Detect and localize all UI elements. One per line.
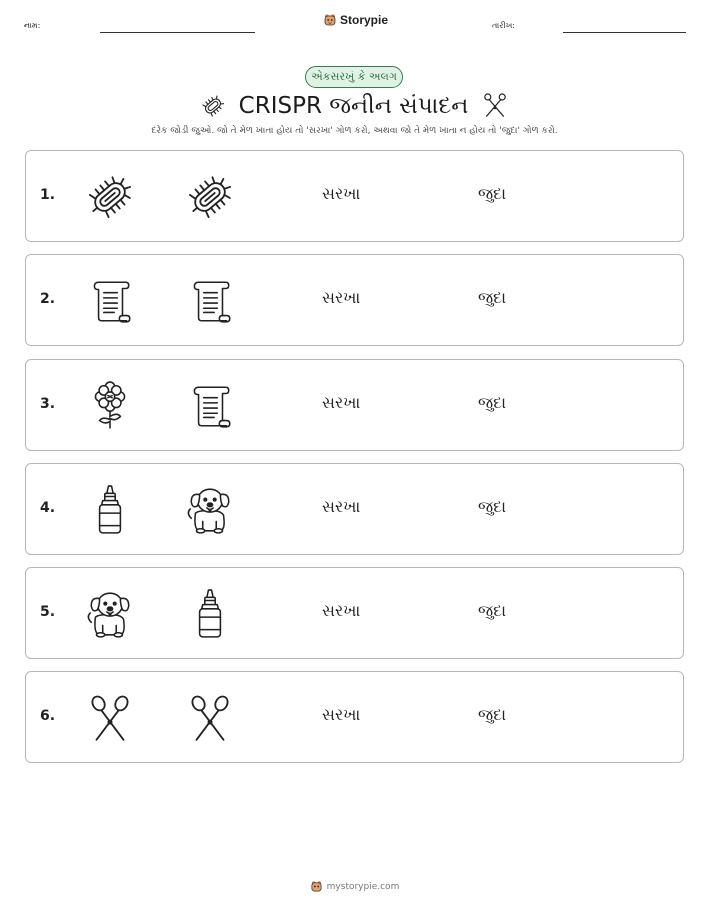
same-option[interactable]: સરખા (322, 705, 361, 724)
bacteria-icon (184, 171, 236, 223)
brand-logo (323, 13, 388, 27)
footer (0, 880, 709, 893)
same-option[interactable]: સરખા (322, 184, 361, 203)
scroll-icon (184, 380, 236, 432)
flower-icon (84, 380, 136, 432)
storypie-mascot-icon (323, 13, 337, 27)
scroll-icon (84, 275, 136, 327)
different-option[interactable]: જુદા (478, 705, 507, 724)
pair-row-6 (25, 671, 684, 763)
row-number: 3. (40, 396, 56, 412)
row-number: 4. (40, 500, 56, 516)
footer-url[interactable]: mystorypie.com (326, 881, 400, 892)
row-number: 5. (40, 604, 56, 620)
storypie-mascot-icon (310, 880, 323, 893)
pair-row-3 (25, 359, 684, 451)
row-number: 1. (40, 187, 56, 203)
date-line[interactable] (563, 32, 686, 33)
different-option[interactable]: જુદા (478, 601, 507, 620)
date-label: તારીખ: (492, 21, 515, 30)
scissors-icon (184, 692, 236, 744)
page-title: CRISPR જનીન સંપાદન (238, 93, 469, 119)
pair-row-2 (25, 254, 684, 346)
name-label: નામ: (24, 21, 41, 30)
same-option[interactable]: સરખા (322, 288, 361, 307)
title-row (0, 88, 709, 124)
scissors-icon (480, 91, 510, 121)
pair-row-4 (25, 463, 684, 555)
different-option[interactable]: જુદા (478, 393, 507, 412)
name-line[interactable] (100, 32, 255, 33)
same-option[interactable]: સરખા (322, 393, 361, 412)
same-option[interactable]: સરખા (322, 601, 361, 620)
bacteria-icon (84, 171, 136, 223)
row-number: 6. (40, 708, 56, 724)
same-option[interactable]: સરખા (322, 497, 361, 516)
puppy-icon (84, 588, 136, 640)
row-number: 2. (40, 291, 56, 307)
different-option[interactable]: જુદા (478, 497, 507, 516)
bacteria-icon (199, 92, 227, 120)
instructions: દરેક જોડી જુઓ. જો તે મેળ ખાતા હોય તો 'સરખા' ગોળ કરો, અથવા જો તે મેળ ખાતા ન હોય તો 'જુદા' ગોળ કરો. (151, 126, 558, 136)
brand-name: Storypie (340, 13, 389, 27)
different-option[interactable]: જુદા (478, 288, 507, 307)
activity-badge: એકસરખું કે અલગ (305, 66, 403, 88)
glue-bottle-icon (84, 484, 136, 536)
different-option[interactable]: જુદા (478, 184, 507, 203)
glue-bottle-icon (184, 588, 236, 640)
scissors-icon (84, 692, 136, 744)
pair-row-5 (25, 567, 684, 659)
scroll-icon (184, 275, 236, 327)
pair-row-1 (25, 150, 684, 242)
puppy-icon (184, 484, 236, 536)
